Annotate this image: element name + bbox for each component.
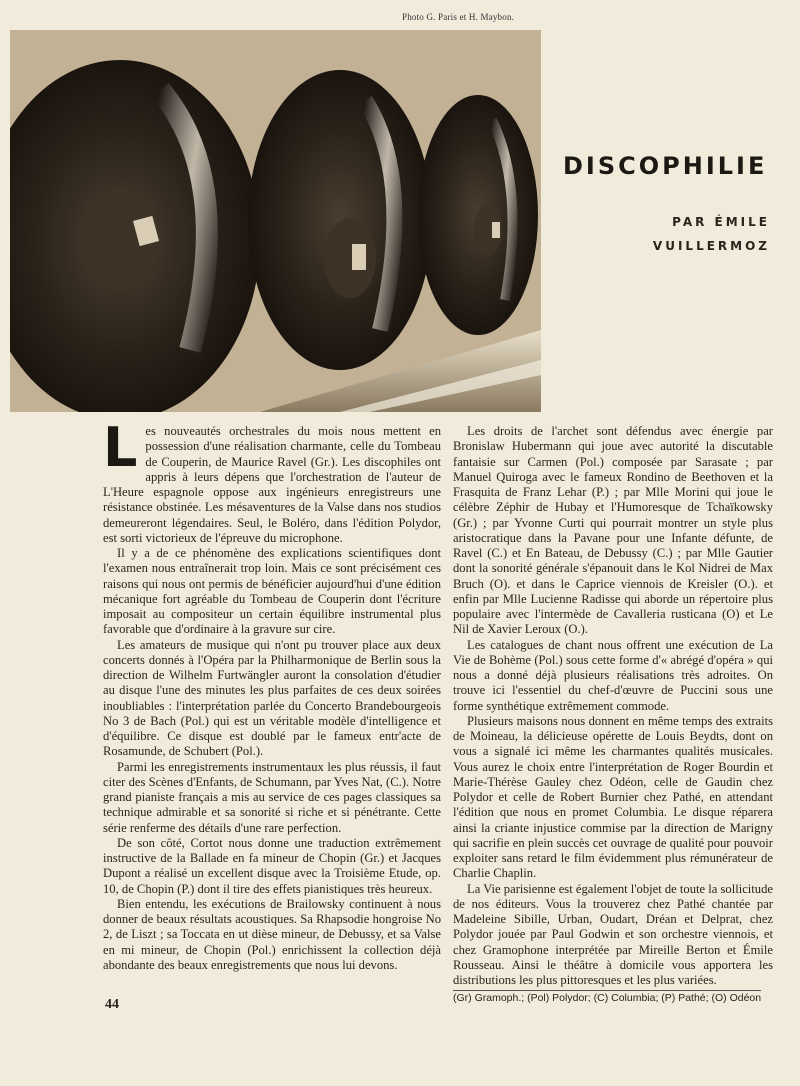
drop-cap: L — [103, 416, 138, 479]
photo-credit: Photo G. Paris et H. Maybon. — [402, 12, 515, 22]
right-column — [453, 424, 773, 1006]
paragraph: Il y a de ce phénomène des explications scientifiques dont l'examen nous entraînerait trop loin. Mais ce sont précisément ces raisons qui nous ont permis de bénéficier aujourd'hui d'une édition mécanique fort agréable du Tombeau de Couperin dont l'écriture imposait au compositeur un certain équilibre instrumental plus favorable que d'ordinaire à la gravure sur cire. — [103, 546, 441, 637]
paragraph: Plusieurs maisons nous donnent en même temps des extraits de Moineau, la délicieuse opérette de Louis Beydts, dont on vous a signalé ici même les charmantes qualités musicales. Vous aurez le choix entre l'interprétation de Roger Bourdin et Marie-Thérèse Gauley chez Odéon, celle de Gaudin chez Polydor et celle de Robert Burnier chez Pathé, en attendant l'édition que nous en promet Columbia. Le disque réparera ainsi la criante injustice commise par la direction de Marigny qui sacrifie en plein succès cet ouvrage de qualité pour pouvoir exploiter sans retard le film évidemment plus rémunérateur de Charlie Chaplin. — [453, 713, 773, 881]
records-photo — [10, 30, 541, 412]
byline-line-1: PAR ÉMILE — [672, 215, 770, 229]
paragraph: La Vie parisienne est également l'objet de toute la sollicitude de nos éditeurs. Vous la trouverez chez Pathé chantée par Madeleine Sibille, Urban, Oudart, Dréan et Delprat, chez Polydor jouée par Paul Godwin et son orchestre viennois, et chez Gramophone interprétée par Mireille Berton et Émile Rousseau. Ainsi le théâtre à domicile vous apportera les distributions les plus pittoresques et les plus variées. — [453, 881, 773, 987]
paragraph-text: es nouveautés orchestrales du mois nous mettent en possession d'une réalisation charmante, celle du Tombeau de Couperin, de Maurice Ravel (Gr.). Les discophiles ont appris à leurs dépens que l'orchestration de l'auteur de L'Heure espagnole oppose aux ingénieurs enregistreurs une résistance obstinée. Les mésaventures de la Valse dans nos studios demeureront légendaires. Seul, le Boléro, dans l'édition Polydor, est sorti victorieux de l'épreuve du microphone. — [103, 424, 441, 545]
paragraph: Bien entendu, les exécutions de Brailowsky continuent à nous donner de beaux résultats acoustiques. Sa Rhapsodie hongroise No 2, de Liszt ; sa Toccata en ut dièse mineur, de Debussy, et sa Valse en mi mineur, de Chopin (Pol.) enrichissent la collection déjà abondante des beaux enregistrements que nous lui devons. — [103, 896, 441, 972]
paragraph: Parmi les enregistrements instrumentaux les plus réussis, il faut citer des Scènes d'Enfants, de Schumann, par Yves Nat, (C.). Notre grand pianiste français a mis au service de ces pages classiques sa technique admirable et sa sonorité si riche et si pénétrante. Cette série renferme des détails d'une rare perfection. — [103, 759, 441, 835]
paragraph: De son côté, Cortot nous donne une traduction extrêmement instructive de la Ballade en fa mineur de Chopin (Gr.) et Jacques Dupont a réalisé un excellent disque avec la Troisième Etude, op. 10, de Chopin (P.) dont il tire des effets pianistiques très heureux. — [103, 835, 441, 896]
paragraph: Les catalogues de chant nous offrent une exécution de La Vie de Bohème (Pol.) sous cette forme d'« abrégé d'opéra » qui nous a donné déjà plusieurs réalisations très adroites. On trouve ici l'essentiel du chef-d'œuvre de Puccini sous une forme synthétique extrêmement commode. — [453, 637, 773, 713]
label-abbreviation-footnote: (Gr) Gramoph.; (Pol) Polydor; (C) Columbia; (P) Pathé; (O) Odéon — [453, 992, 762, 1005]
paragraph: Les amateurs de musique qui n'ont pu trouver place aux deux concerts donnés à l'Opéra par la Philharmonique de Berlin sous la direction de Wilhelm Furtwängler auront la consolation d'étudier au disque l'une des minutes les plus parfaites de ces deux soirées inoubliables : l'interprétation parlée du Concerto Brandebourgeois No 3 de Bach (Pol.) qui est un véritable modèle d'intelligence et d'équilibre. Ce disque est doublé par le fameux entr'acte de Rosamunde, de Schubert (Pol.). — [103, 637, 441, 759]
gramophone-records-image — [10, 30, 541, 412]
paragraph — [103, 416, 441, 546]
page-number: 44 — [105, 997, 119, 1012]
byline-line-2: VUILLERMOZ — [652, 239, 770, 253]
article-title: DISCOPHILIE — [563, 152, 768, 180]
left-column — [103, 416, 441, 973]
byline — [600, 210, 770, 258]
paragraph: Les droits de l'archet sont défendus avec énergie par Bronislaw Hubermann qui joue avec autorité la discutable fantaisie sur Carmen (Pol.) composée par Sarasate ; par Manuel Quiroga avec le fameux Rondino de Beethoven et la Frasquita de Franz Lehar (P.) ; par Mlle Morini qui joue le célèbre Zéphir de Hubay et l'Humoresque de Tchaïkowsky (Gr.) ; par Yvonne Curti qui pourrait montrer un style plus aristocratique dans la Pavane pour une Infante défunte, de Ravel (C.) et En Bateau, de Debussy (C.) ; par Mlle Gautier dont la sonorité générale s'épanouit dans le Kol Nidrei de Max Bruch (O). et dans le Caprice viennois de Kreisler (O.). et enfin par Mlle Lucienne Radisse qui aborde un répertoire plus populaire avec l'intermède de Cavalleria rusticana (O) et Le Nil de Xavier Leroux (O.). — [453, 424, 773, 637]
